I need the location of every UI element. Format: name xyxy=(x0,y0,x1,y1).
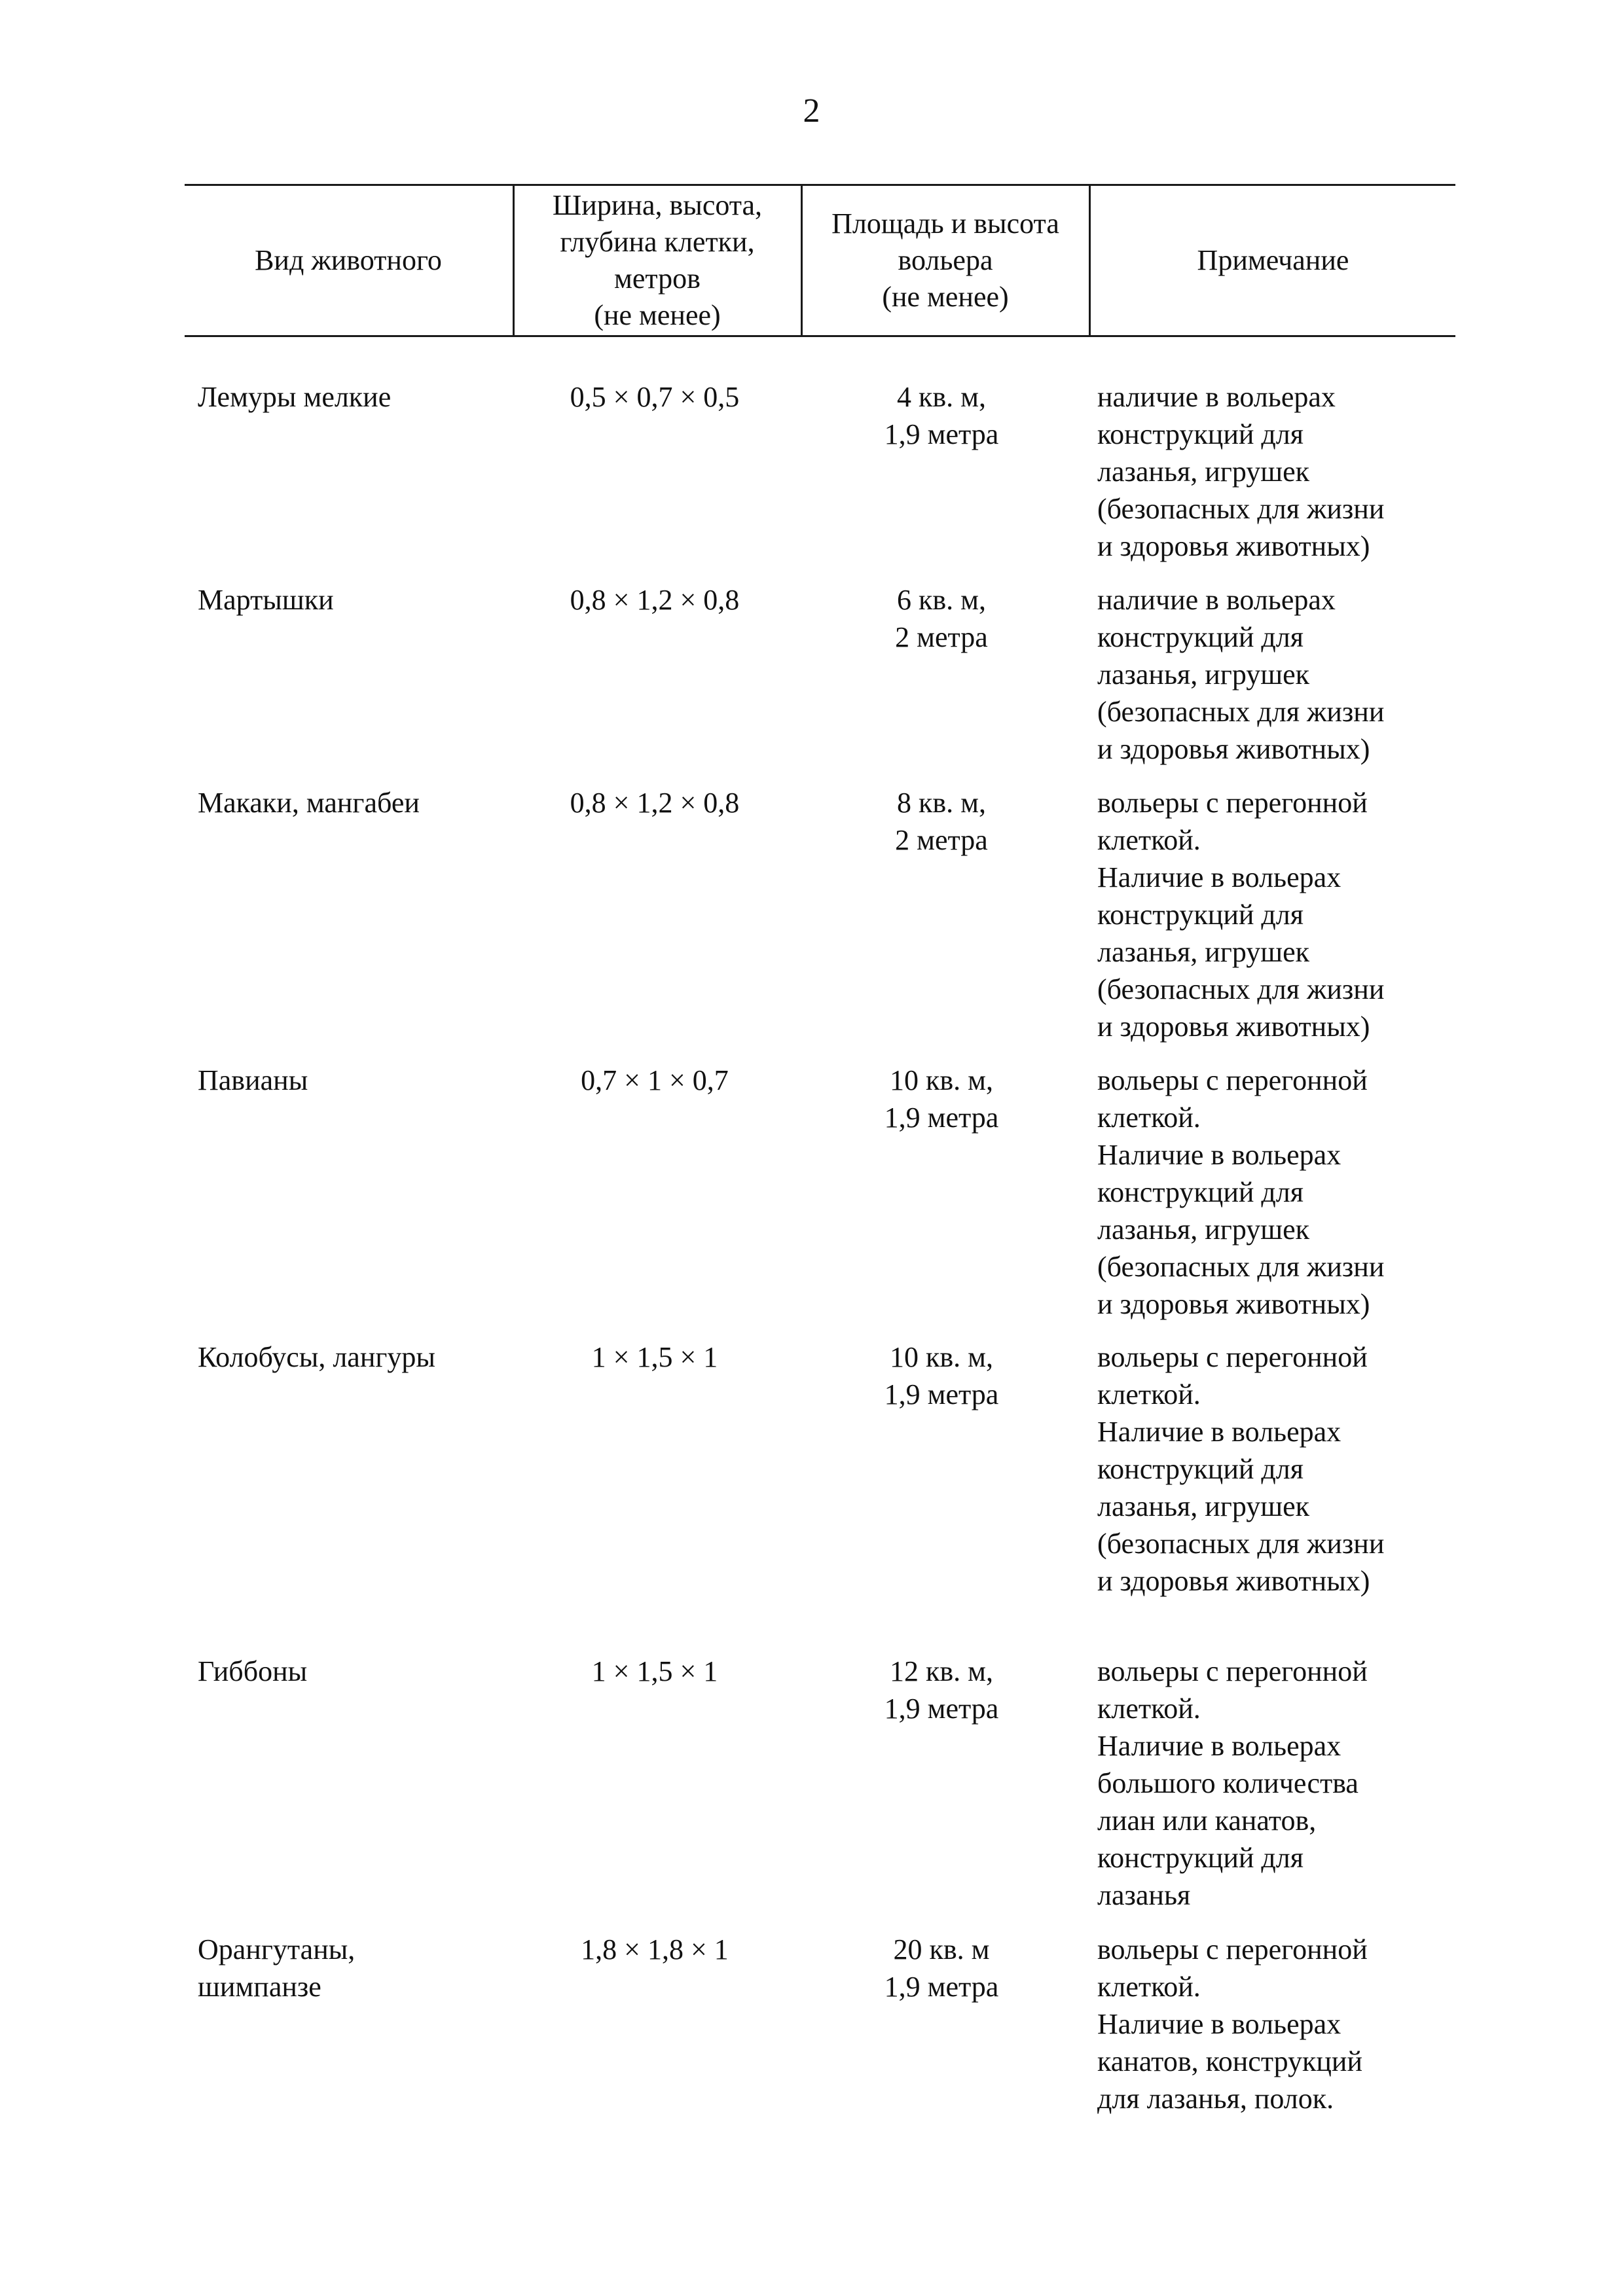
header-enclosure-area: Площадь и высота вольера (не менее) xyxy=(831,207,1059,313)
row-enclosure-area: 10 кв. м, 1,9 метра xyxy=(884,1341,999,1410)
header-animal-type: Вид животного xyxy=(255,244,442,276)
header-note: Примечание xyxy=(1197,244,1349,276)
row-animal: Павианы xyxy=(198,1064,308,1096)
row-note: вольеры с перегонной клеткой. Наличие в вольерах конструкций для лазанья, игрушек (безопасных для жизни и здоровья животных) xyxy=(1097,1064,1385,1320)
row-enclosure-area: 6 кв. м, 2 метра xyxy=(895,584,988,653)
row-enclosure-area: 4 кв. м, 1,9 метра xyxy=(884,381,999,450)
row-enclosure-area: 12 кв. м, 1,9 метра xyxy=(884,1655,999,1725)
row-cage-dimensions: 0,8 × 1,2 × 0,8 xyxy=(570,584,740,616)
row-enclosure-area: 8 кв. м, 2 метра xyxy=(895,787,988,856)
row-animal: Колобусы, лангуры xyxy=(198,1341,435,1373)
header-cage-dimensions: Ширина, высота, глубина клетки, метров (не менее) xyxy=(552,189,763,331)
row-cage-dimensions: 1 × 1,5 × 1 xyxy=(591,1341,718,1373)
row-note: наличие в вольерах конструкций для лазанья, игрушек (безопасных для жизни и здоровья животных) xyxy=(1097,381,1385,562)
row-note: вольеры с перегонной клеткой. Наличие в вольерах канатов, конструкций для лазанья, полок. xyxy=(1097,1933,1368,2115)
row-note: наличие в вольерах конструкций для лазанья, игрушек (безопасных для жизни и здоровья животных) xyxy=(1097,584,1385,765)
row-enclosure-area: 10 кв. м, 1,9 метра xyxy=(884,1064,999,1134)
row-cage-dimensions: 0,7 × 1 × 0,7 xyxy=(581,1064,729,1096)
row-note: вольеры с перегонной клеткой. Наличие в вольерах большого количества лиан или канатов, конструкций для лазанья xyxy=(1097,1655,1368,1911)
row-animal: Орангутаны, шимпанзе xyxy=(198,1933,356,2003)
row-cage-dimensions: 0,8 × 1,2 × 0,8 xyxy=(570,787,740,819)
row-cage-dimensions: 1 × 1,5 × 1 xyxy=(591,1655,718,1687)
row-cage-dimensions: 0,5 × 0,7 × 0,5 xyxy=(570,381,740,413)
row-animal: Макаки, мангабеи xyxy=(198,787,420,819)
row-enclosure-area: 20 кв. м 1,9 метра xyxy=(884,1933,999,2003)
row-cage-dimensions: 1,8 × 1,8 × 1 xyxy=(581,1933,729,1965)
row-animal: Лемуры мелкие xyxy=(198,381,392,413)
table-header-bottom-rule xyxy=(185,335,1455,337)
row-note: вольеры с перегонной клеткой. Наличие в вольерах конструкций для лазанья, игрушек (безопасных для жизни и здоровья животных) xyxy=(1097,787,1385,1043)
row-note: вольеры с перегонной клеткой. Наличие в вольерах конструкций для лазанья, игрушек (безопасных для жизни и здоровья животных) xyxy=(1097,1341,1385,1597)
row-animal: Мартышки xyxy=(198,584,334,616)
page-number: 2 xyxy=(803,92,820,130)
row-animal: Гиббоны xyxy=(198,1655,308,1687)
